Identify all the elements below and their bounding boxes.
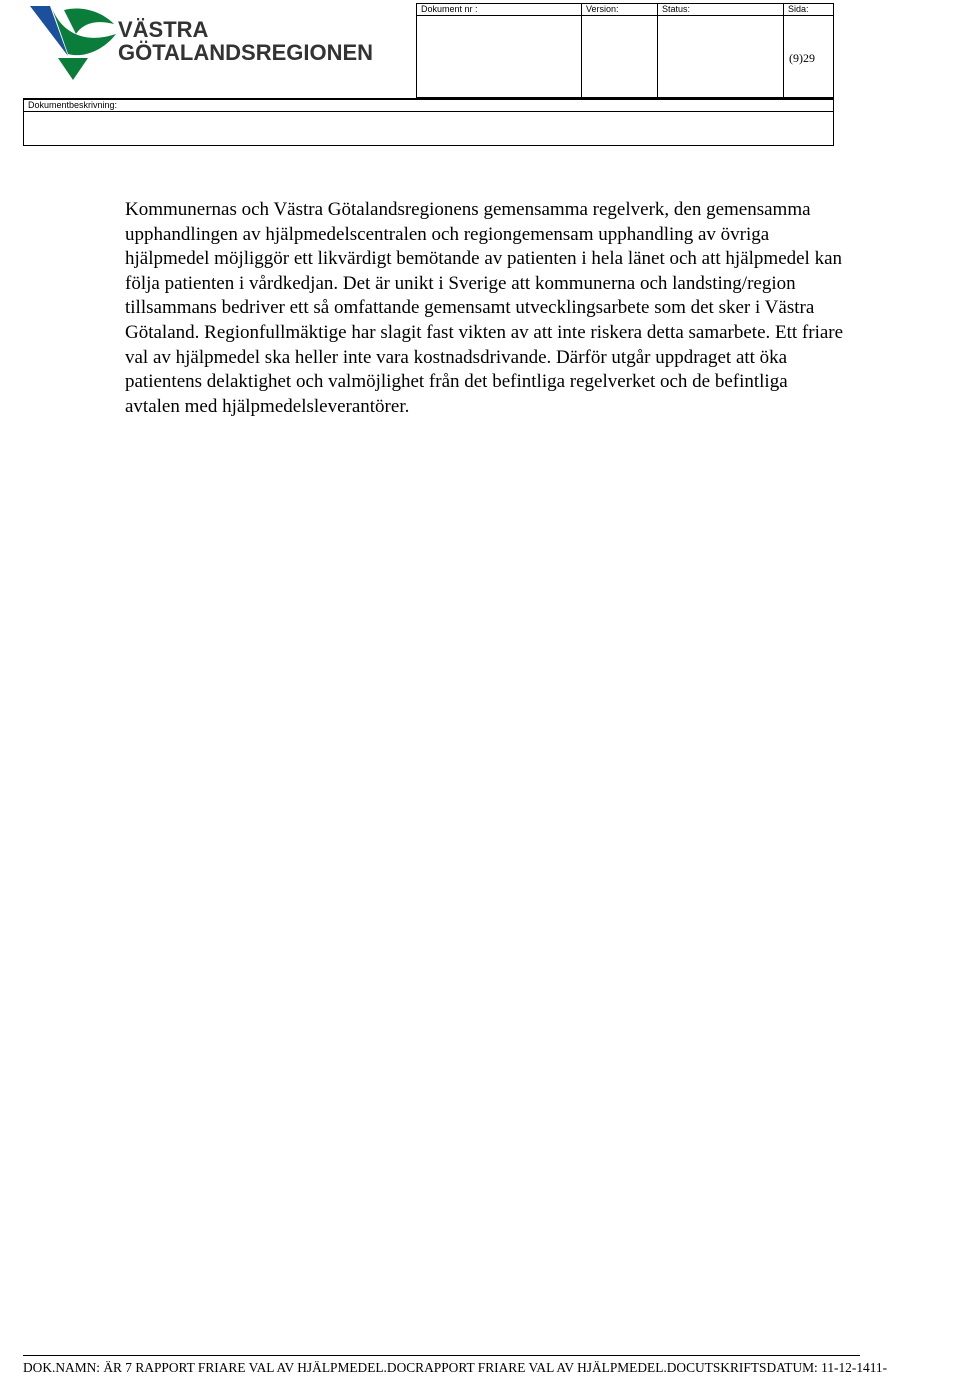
logo-text-line2: GÖTALANDSREGIONEN [118, 40, 374, 65]
version-cell [582, 4, 658, 97]
vgr-logo [28, 4, 408, 84]
header-info-table [416, 3, 834, 98]
doc-nr-label: Dokument nr : [421, 4, 478, 14]
page-cell [784, 4, 833, 97]
doc-nr-cell [417, 4, 582, 97]
description-label: Dokumentbeskrivning: [28, 100, 118, 110]
version-label: Version: [586, 4, 619, 14]
logo-text-line1: VÄSTRA [118, 17, 209, 42]
footer-document-name: DOK.NAMN: ÄR 7 RAPPORT FRIARE VAL AV HJÄLPMEDEL.DOCRAPPORT FRIARE VAL AV HJÄLPMEDEL.DOCUTSKRIFTSDATUM: 11-12-1411- [23, 1360, 888, 1375]
status-cell [658, 4, 784, 97]
page-label: Sida: [788, 4, 809, 14]
document-description-box [23, 98, 834, 146]
footer-rule [23, 1355, 860, 1356]
status-label: Status: [662, 4, 691, 14]
body-paragraph: Kommunernas och Västra Götalandsregionens gemensamma regelverk, den gemensamma upphandlingen av hjälpmedelscentralen och regiongemensam upphandling av övriga hjälpmedel möjliggör ett likvärdigt bemötande av patienten i hela länet och att hjälpmedel kan följa patienten i vårdkedjan. Det är unikt i Sverige att kommunerna och landsting/region tillsammans bedriver ett så omfattande gemensamt utvecklingsarbete som det sker i Västra Götaland. Regionfullmäktige har slagit fast vikten av att inte riskera detta samarbete. Ett friare val av hjälpmedel ska heller inte vara kostnadsdrivande. Därför utgår uppdraget att öka patientens delaktighet och valmöjlighet från det befintliga regelverket och de befintliga avtalen med hjälpmedelsleverantörer. [125, 199, 844, 417]
page-number: (9)29 [789, 51, 815, 65]
vgr-logo-mark [28, 4, 408, 84]
